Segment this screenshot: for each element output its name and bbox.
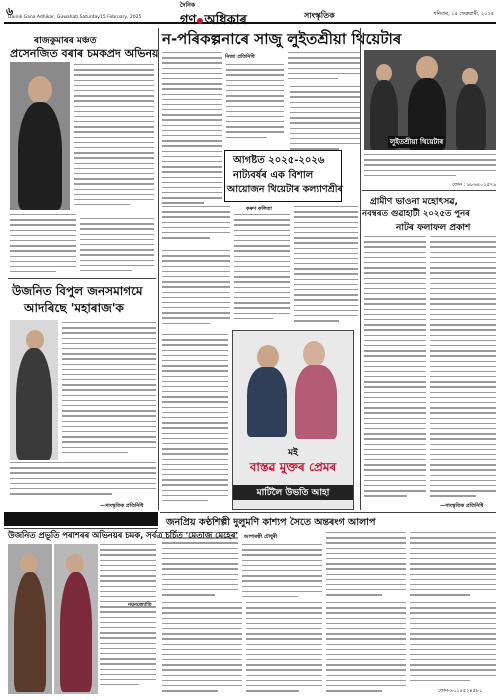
rajkumar-text-col0 [10,214,76,274]
credit-karuna: কৰুণ কলিতা [246,206,272,212]
grammin-text-col1 [364,236,426,506]
brand-prefix: দৈনিক [180,2,196,9]
bipul-headline-line1: উজনিত বিপুল জনসমাগমে [12,284,143,298]
august-text-col0 [162,250,230,330]
bottom-banner-left-block [4,512,158,526]
credit-bottom: নয়নজ্যোতি [128,602,152,608]
nabaparikalpana-headline: ন-পৰিকল্পনাৰে সাজু লুইতশ্ৰীয়া থিয়েটাৰ [162,30,402,48]
rajkumar-headline: ৰাজকুমাৰৰ মঞ্চত [34,36,97,46]
grammin-credit: —সাংস্কৃতিক প্ৰতিনিধি [440,503,484,509]
rajkumar-subhead: প্ৰসেনজিত বৰাৰ চমকপ্ৰদ অভিনয় [10,47,159,60]
masthead [4,2,496,28]
august-line3: আয়োজন থিয়েটাৰ কল্যাণশ্ৰীৰ [227,184,343,195]
luitshriya-photo [364,50,496,150]
poster-side-text [162,334,228,510]
naba-credit: নিজা প্ৰতিনিধি [225,54,255,60]
naba-text-col3 [288,52,360,82]
dulumani-text-col2 [242,544,322,598]
divider [8,278,156,279]
poster-title-bottom: মাটিলৈ উভতি আহা [233,485,353,500]
poster-title-small: মই [288,448,298,458]
prabhu-text-col1 [100,544,156,692]
rajkumar-text-col2 [80,218,154,274]
dulumani-text-col3 [326,532,406,598]
prabhu-headline: উজনিত প্ৰভূতি পৰাশৰৰ অভিনয়ৰ চমক, সৰ্বত্ৰ চৰ্চিত 'মেতাজ মেহেৰ' [8,530,238,540]
bipul-text-bottom [10,462,156,502]
prabhu-photo-2 [54,544,98,694]
column-rule [158,28,159,510]
brand-name-left: গণ [180,13,197,28]
bipul-text-col1 [62,322,156,460]
grammin-line3: নাটৰ ফলাফল প্ৰকাশ [396,223,471,233]
brand-name-right: অধিকাৰ [204,13,247,28]
august-text-col2 [234,214,290,324]
bipul-headline-line2: আদৰিছে 'মহাৰাজ'ক [24,301,124,315]
bipul-credit: —সাংস্কৃতিক প্ৰতিনিধি [100,503,144,509]
credit-kaushik: আশাৰত্নী চৌধুৰী [244,534,278,540]
grammin-line1: গ্ৰামীণ ভাওনা মহোৎসৱ, [370,197,458,207]
bengali-dateline: শনিবাৰ, ১৫ ফেব্ৰুৱাৰী, ২০২৫ [433,11,494,17]
brand-dot-icon [197,18,203,24]
august-text-col1 [162,206,230,246]
movie-poster [232,330,354,510]
grammin-line2: নবম্বৰত গুৱাহাটী ২০২৫ত পুনৰ [362,209,470,219]
luitshriya-photo-caption: লুইতশ্ৰীয়া থিয়েটাৰ [390,138,444,146]
prasenjit-photo [10,62,70,210]
prabhu-photo-1 [8,544,52,694]
photo-caption-text [364,154,496,182]
divider [160,512,496,513]
maharaj-photo [10,320,58,460]
english-dateline: Dainik Gana Adhikar, Guwahati,Saturday15 February, 2025 [8,15,142,20]
grammin-text-col2 [430,236,496,506]
bottom-text-col5 [410,602,496,686]
naba-text-col4 [290,86,360,152]
column-rule [360,28,361,510]
august-text-col3 [294,206,358,326]
brand-logo [180,2,247,28]
poster-title-big: বাস্তৱ মুক্তৰ প্ৰেমৰ [249,460,337,474]
dulumani-headline: জনপ্ৰিয় কণ্ঠশিল্পী দুলুমণি কাশ্যপ সৈতে অন্তৰংগ আলাপ [166,517,376,528]
bottom-text-col3 [246,602,322,696]
page-number: ৬ [6,5,14,18]
divider [362,190,496,191]
naba-text-col1 [162,52,222,212]
august-line1: আগষ্টত ২০২৫-২০২৬ [233,155,325,166]
bottom-text-col4 [326,602,406,696]
rajkumar-text-col1 [74,64,154,214]
dulumani-text-col4 [410,532,496,598]
phone-bottom: ফোন-৯০১৪৫২৪৫৮১ [438,688,483,694]
bottom-text-col2 [162,602,242,696]
august-headline-box [224,150,342,202]
phone-right: ফোন : ৯৮৬৪০২৫৭৯ [452,182,497,188]
section-name: সাংস্কৃতিক [304,10,335,20]
naba-text-col2 [226,64,284,144]
august-line2: নাট্যবৰ্ষৰ এক বিশাল [233,170,314,181]
